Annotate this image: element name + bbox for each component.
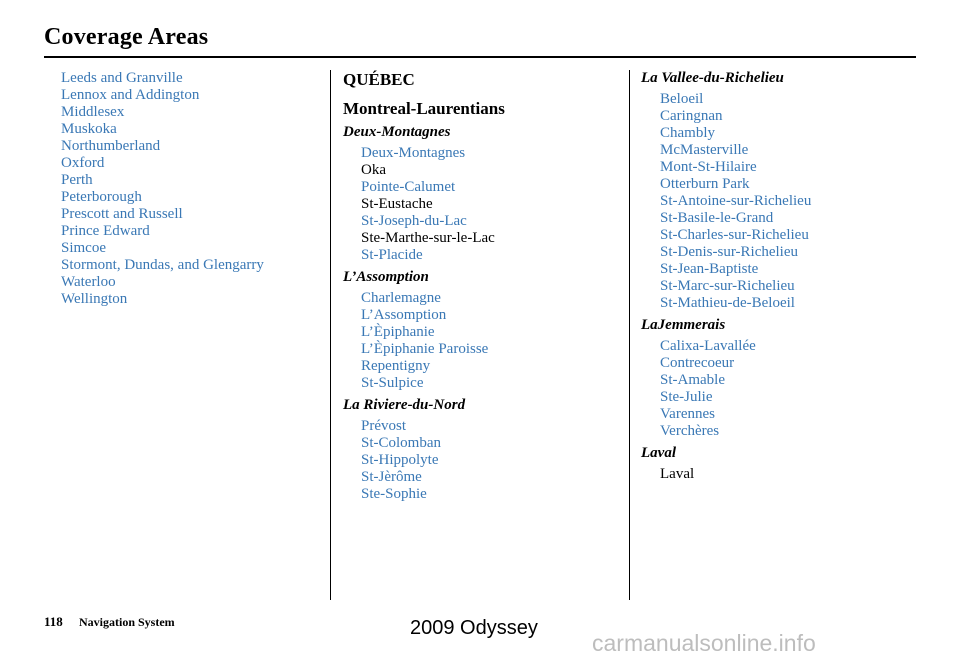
coverage-area-link[interactable]: St-Denis-sur-Richelieu [660, 244, 799, 260]
coverage-area-link[interactable]: L’Assomption [361, 307, 447, 323]
city-list [641, 91, 811, 312]
coverage-area-link[interactable]: L’Èpiphanie [361, 324, 435, 340]
title-divider [44, 56, 916, 58]
page-number: 118 [44, 614, 63, 629]
region-heading: Montreal-Laurentians [343, 99, 505, 118]
coverage-area-link[interactable]: L’Èpiphanie Paroisse [361, 341, 489, 357]
district-heading: La Riviere-du-Nord [343, 397, 466, 413]
coverage-area-link[interactable]: Northumberland [61, 138, 161, 154]
coverage-area-link[interactable]: Prescott and Russell [61, 206, 183, 222]
coverage-area-text: St-Eustache [361, 196, 433, 212]
coverage-area-link[interactable]: Stormont, Dundas, and Glengarry [61, 257, 264, 273]
district-heading: Deux-Montagnes [343, 124, 451, 140]
province-heading: QUÉBEC [343, 70, 415, 89]
coverage-area-link[interactable]: Prévost [361, 418, 406, 434]
coverage-area-link[interactable]: Simcoe [61, 240, 106, 256]
county-list [61, 70, 264, 308]
coverage-area-link[interactable]: Pointe-Calumet [361, 179, 456, 195]
coverage-area-link[interactable]: Waterloo [61, 274, 116, 290]
coverage-area-link[interactable]: St-Antoine-sur-Richelieu [660, 193, 812, 209]
column-quebec-continued [641, 70, 811, 483]
coverage-area-link[interactable]: Lennox and Addington [61, 87, 200, 103]
district-heading: L’Assomption [343, 269, 429, 285]
city-list [343, 145, 505, 264]
coverage-area-link[interactable]: Repentigny [361, 358, 431, 374]
coverage-area-text: Laval [660, 466, 695, 482]
coverage-area-text: Ste-Marthe-sur-le-Lac [361, 230, 495, 246]
coverage-area-link[interactable]: Ste-Sophie [361, 486, 427, 502]
city-list [641, 338, 811, 440]
coverage-area-link[interactable]: Deux-Montagnes [361, 145, 466, 161]
column-divider-2 [629, 70, 630, 600]
coverage-area-link[interactable]: St-Placide [361, 247, 423, 263]
district-groups [343, 124, 505, 503]
column-ontario-list [61, 70, 264, 308]
coverage-area-link[interactable]: Caringnan [660, 108, 723, 124]
district-groups [641, 70, 811, 483]
coverage-area-link[interactable]: Charlemagne [361, 290, 441, 306]
coverage-area-link[interactable]: Muskoka [61, 121, 117, 137]
coverage-area-link[interactable]: Mont-St-Hilaire [660, 159, 757, 175]
column-divider-1 [330, 70, 331, 600]
coverage-area-link[interactable]: Peterborough [61, 189, 142, 205]
section-label: Navigation System [79, 615, 175, 629]
coverage-area-link[interactable]: St-Colomban [361, 435, 442, 451]
coverage-area-link[interactable]: Chambly [660, 125, 715, 141]
coverage-area-link[interactable]: St-Hippolyte [361, 452, 439, 468]
district-heading: LaJemmerais [641, 317, 726, 333]
coverage-area-link[interactable]: Contrecoeur [660, 355, 735, 371]
coverage-area-link[interactable]: Perth [61, 172, 93, 188]
coverage-area-link[interactable]: Leeds and Granville [61, 70, 183, 86]
coverage-area-link[interactable]: St-Sulpice [361, 375, 424, 391]
coverage-area-link[interactable]: St-Jèrôme [361, 469, 422, 485]
coverage-area-link[interactable]: St-Amable [660, 372, 725, 388]
column-quebec [343, 70, 505, 503]
coverage-area-link[interactable]: St-Basile-le-Grand [660, 210, 774, 226]
coverage-area-link[interactable]: Calixa-Lavallée [660, 338, 756, 354]
coverage-area-link[interactable]: Wellington [61, 291, 128, 307]
coverage-area-link[interactable]: Ste-Julie [660, 389, 713, 405]
site-watermark: carmanualsonline.info [592, 630, 816, 656]
page-title: Coverage Areas [44, 24, 209, 50]
coverage-area-link[interactable]: Oxford [61, 155, 105, 171]
coverage-area-link[interactable]: St-Jean-Baptiste [660, 261, 759, 277]
coverage-area-link[interactable]: Varennes [660, 406, 715, 422]
coverage-area-link[interactable]: Middlesex [61, 104, 125, 120]
coverage-area-link[interactable]: Otterburn Park [660, 176, 750, 192]
coverage-area-link[interactable]: Beloeil [660, 91, 704, 107]
coverage-area-link[interactable]: Verchères [660, 423, 720, 439]
model-watermark: 2009 Odyssey [410, 617, 538, 639]
district-heading: Laval [641, 445, 676, 461]
city-list [641, 466, 811, 483]
city-list [343, 418, 505, 503]
coverage-area-link[interactable]: St-Mathieu-de-Beloeil [660, 295, 795, 311]
coverage-area-link[interactable]: St-Marc-sur-Richelieu [660, 278, 795, 294]
coverage-area-link[interactable]: Prince Edward [61, 223, 150, 239]
coverage-area-link[interactable]: McMasterville [660, 142, 749, 158]
coverage-area-text: Oka [361, 162, 386, 178]
coverage-area-link[interactable]: St-Joseph-du-Lac [361, 213, 467, 229]
district-heading: La Vallee-du-Richelieu [641, 70, 784, 86]
coverage-area-link[interactable]: St-Charles-sur-Richelieu [660, 227, 809, 243]
city-list [343, 290, 505, 392]
